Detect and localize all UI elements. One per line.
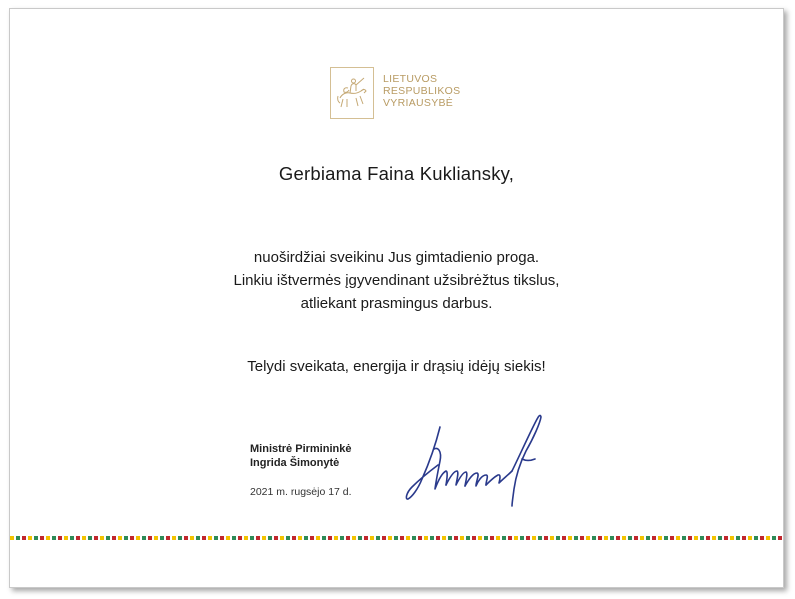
closing-line: Telydi sveikata, energija ir drąsių idėjų siekis! (247, 358, 546, 375)
letterhead-line-2: RESPUBLIKOS (383, 85, 461, 97)
handwritten-signature (400, 409, 560, 514)
signer-title: Ministrė Pirmininkė (250, 443, 352, 455)
letterhead-line-3: VYRIAUSYBĖ (383, 97, 454, 109)
government-logo (330, 67, 490, 125)
body-line-1: nuoširdžiai sveikinu Jus gimtadienio proga. (253, 249, 540, 266)
tricolor-stripe (10, 536, 783, 540)
letter-page (9, 8, 784, 588)
letter-body (10, 246, 783, 315)
letter-date: 2021 m. rugsėjo 17 d. (250, 486, 352, 498)
signer-block (250, 442, 351, 470)
signer-name: Ingrida Šimonytė (250, 457, 340, 469)
letterhead-line-1: LIETUVOS (383, 73, 438, 85)
vytis-coat-of-arms-icon (330, 67, 374, 119)
salutation: Gerbiama Faina Kukliansky, (278, 163, 515, 184)
body-line-2: Linkiu ištvermės įgyvendinant užsibrėžtus tikslus, (233, 272, 560, 289)
body-line-3: atliekant prasmingus darbus. (300, 295, 493, 312)
letterhead-title (383, 73, 460, 109)
